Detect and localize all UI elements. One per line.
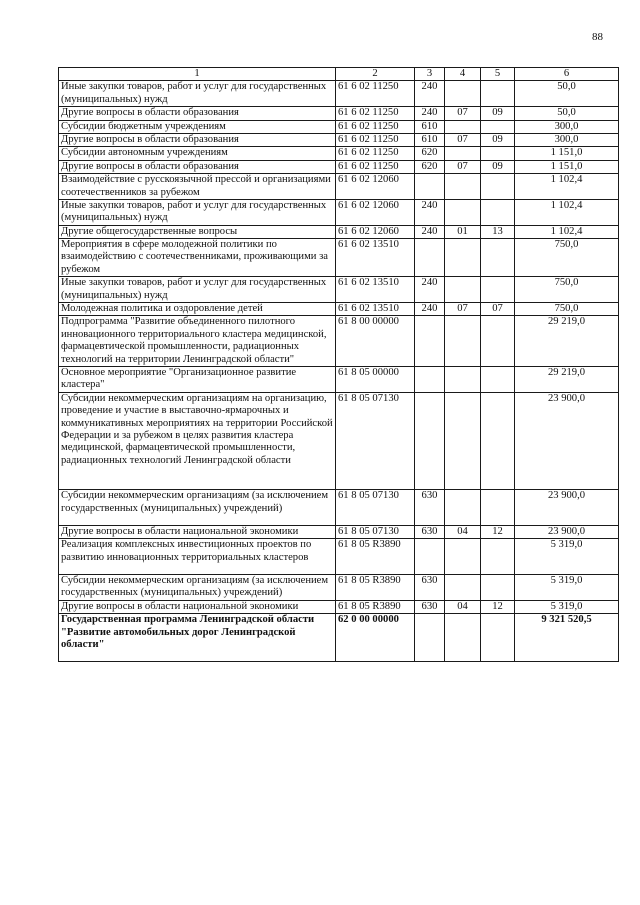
row-name-cell: Взаимодействие с русскоязычной прессой и организациями соотечественников за рубежом (59, 174, 336, 200)
row-vr-cell: 620 (415, 160, 445, 173)
row-rz-cell: 07 (445, 107, 481, 120)
row-code-cell: 61 6 02 12060 (336, 199, 415, 225)
row-pr-cell (481, 539, 515, 575)
header-cell: 1 (59, 68, 336, 81)
header-cell: 6 (515, 68, 619, 81)
header-cell: 3 (415, 68, 445, 81)
row-pr-cell (481, 277, 515, 303)
row-name-cell: Другие вопросы в области национальной экономики (59, 525, 336, 538)
table-row (59, 316, 619, 367)
row-pr-cell (481, 81, 515, 107)
row-vr-cell: 630 (415, 490, 445, 526)
row-rz-cell (445, 277, 481, 303)
row-rz-cell (445, 539, 481, 575)
row-rz-cell (445, 174, 481, 200)
row-sum-cell: 5 319,0 (515, 539, 619, 575)
row-pr-cell (481, 575, 515, 601)
row-name-cell: Субсидии некоммерческим организациям на организацию, проведение и участие в выставочно-ярмарочных и коммуникативных мероприятиях на территории Российской Федерации и за рубежом в целях развития кластера медицинской, фармацевтической промышленности, радиационных технологий Ленинградской области (59, 392, 336, 489)
table-row (59, 525, 619, 538)
table-row (59, 174, 619, 200)
row-vr-cell: 630 (415, 600, 445, 613)
row-code-cell: 61 8 05 07130 (336, 392, 415, 489)
row-sum-cell: 750,0 (515, 239, 619, 277)
budget-table (58, 67, 619, 662)
row-name-cell: Другие вопросы в области образования (59, 160, 336, 173)
row-vr-cell: 240 (415, 107, 445, 120)
row-pr-cell (481, 366, 515, 392)
row-rz-cell: 04 (445, 525, 481, 538)
row-name-cell: Другие общегосударственные вопросы (59, 225, 336, 238)
row-code-cell: 61 6 02 12060 (336, 174, 415, 200)
row-sum-cell: 29 219,0 (515, 366, 619, 392)
row-pr-cell: 09 (481, 160, 515, 173)
table-row (59, 614, 619, 662)
row-name-cell: Субсидии автономным учреждениям (59, 147, 336, 160)
row-pr-cell: 07 (481, 303, 515, 316)
header-cell: 2 (336, 68, 415, 81)
row-code-cell: 61 8 05 R3890 (336, 600, 415, 613)
row-name-cell: Подпрограмма "Развитие объединенного пилотного инновационного территориального кластера медицинской, фармацевтической промышленности, радиационных технологий на территории Ленинградской области" (59, 316, 336, 367)
row-name-cell: Иные закупки товаров, работ и услуг для государственных (муниципальных) нужд (59, 277, 336, 303)
header-cell: 4 (445, 68, 481, 81)
row-rz-cell (445, 316, 481, 367)
row-name-cell: Субсидии некоммерческим организациям (за исключением государственных (муниципальных) учреждений) (59, 575, 336, 601)
table-row (59, 600, 619, 613)
row-sum-cell: 750,0 (515, 303, 619, 316)
row-rz-cell (445, 614, 481, 662)
row-rz-cell: 07 (445, 133, 481, 146)
row-pr-cell (481, 490, 515, 526)
row-vr-cell: 240 (415, 277, 445, 303)
page-number: 88 (592, 31, 603, 43)
table-row (59, 120, 619, 133)
row-vr-cell: 240 (415, 199, 445, 225)
row-code-cell: 61 8 05 R3890 (336, 539, 415, 575)
row-code-cell: 62 0 00 00000 (336, 614, 415, 662)
row-rz-cell: 01 (445, 225, 481, 238)
row-name-cell: Другие вопросы в области образования (59, 133, 336, 146)
row-rz-cell (445, 120, 481, 133)
row-name-cell: Другие вопросы в области национальной экономики (59, 600, 336, 613)
table-row (59, 239, 619, 277)
row-name-cell: Субсидии бюджетным учреждениям (59, 120, 336, 133)
row-name-cell: Государственная программа Ленинградской области "Развитие автомобильных дорог Ленинградской области" (59, 614, 336, 662)
row-sum-cell: 300,0 (515, 120, 619, 133)
row-vr-cell (415, 392, 445, 489)
row-code-cell: 61 6 02 11250 (336, 160, 415, 173)
row-code-cell: 61 6 02 13510 (336, 303, 415, 316)
row-pr-cell (481, 614, 515, 662)
row-rz-cell: 07 (445, 160, 481, 173)
row-pr-cell (481, 174, 515, 200)
row-code-cell: 61 6 02 13510 (336, 239, 415, 277)
row-sum-cell: 23 900,0 (515, 490, 619, 526)
row-pr-cell: 13 (481, 225, 515, 238)
row-sum-cell: 29 219,0 (515, 316, 619, 367)
row-rz-cell (445, 81, 481, 107)
row-name-cell: Субсидии некоммерческим организациям (за исключением государственных (муниципальных) учреждений) (59, 490, 336, 526)
table-row (59, 107, 619, 120)
row-rz-cell: 04 (445, 600, 481, 613)
row-sum-cell: 1 151,0 (515, 147, 619, 160)
table-row (59, 575, 619, 601)
table-row (59, 539, 619, 575)
row-vr-cell (415, 316, 445, 367)
row-pr-cell (481, 239, 515, 277)
row-name-cell: Молодежная политика и оздоровление детей (59, 303, 336, 316)
row-code-cell: 61 6 02 11250 (336, 81, 415, 107)
row-name-cell: Основное мероприятие "Организационное развитие кластера" (59, 366, 336, 392)
table-row (59, 392, 619, 489)
table-row (59, 490, 619, 526)
row-code-cell: 61 8 00 00000 (336, 316, 415, 367)
row-vr-cell (415, 614, 445, 662)
row-name-cell: Мероприятия в сфере молодежной политики по взаимодействию с соотечественниками, проживающими за рубежом (59, 239, 336, 277)
row-code-cell: 61 8 05 07130 (336, 525, 415, 538)
row-sum-cell: 300,0 (515, 133, 619, 146)
row-code-cell: 61 6 02 11250 (336, 133, 415, 146)
row-name-cell: Другие вопросы в области образования (59, 107, 336, 120)
row-sum-cell: 5 319,0 (515, 600, 619, 613)
row-pr-cell: 09 (481, 133, 515, 146)
row-name-cell: Иные закупки товаров, работ и услуг для государственных (муниципальных) нужд (59, 81, 336, 107)
row-code-cell: 61 8 05 00000 (336, 366, 415, 392)
row-rz-cell: 07 (445, 303, 481, 316)
row-vr-cell: 240 (415, 81, 445, 107)
table-row (59, 277, 619, 303)
table-header-row (59, 68, 619, 81)
table-row (59, 303, 619, 316)
row-rz-cell (445, 490, 481, 526)
row-sum-cell: 23 900,0 (515, 525, 619, 538)
row-pr-cell (481, 147, 515, 160)
row-vr-cell: 620 (415, 147, 445, 160)
row-sum-cell: 9 321 520,5 (515, 614, 619, 662)
row-vr-cell: 630 (415, 525, 445, 538)
row-code-cell: 61 8 05 07130 (336, 490, 415, 526)
row-name-cell: Иные закупки товаров, работ и услуг для государственных (муниципальных) нужд (59, 199, 336, 225)
row-pr-cell: 09 (481, 107, 515, 120)
table-row (59, 81, 619, 107)
row-rz-cell (445, 239, 481, 277)
row-sum-cell: 750,0 (515, 277, 619, 303)
row-sum-cell: 1 151,0 (515, 160, 619, 173)
row-name-cell: Реализация комплексных инвестиционных проектов по развитию инновационных территориальных кластеров (59, 539, 336, 575)
row-rz-cell (445, 575, 481, 601)
row-pr-cell (481, 392, 515, 489)
row-sum-cell: 5 319,0 (515, 575, 619, 601)
row-pr-cell (481, 316, 515, 367)
row-vr-cell (415, 239, 445, 277)
row-code-cell: 61 6 02 11250 (336, 107, 415, 120)
row-vr-cell: 240 (415, 303, 445, 316)
row-sum-cell: 50,0 (515, 81, 619, 107)
row-code-cell: 61 6 02 11250 (336, 147, 415, 160)
table-row (59, 225, 619, 238)
row-sum-cell: 23 900,0 (515, 392, 619, 489)
table-row (59, 147, 619, 160)
row-sum-cell: 1 102,4 (515, 225, 619, 238)
table-row (59, 160, 619, 173)
row-code-cell: 61 8 05 R3890 (336, 575, 415, 601)
table-row (59, 133, 619, 146)
row-code-cell: 61 6 02 11250 (336, 120, 415, 133)
row-vr-cell: 630 (415, 575, 445, 601)
table-row (59, 366, 619, 392)
row-rz-cell (445, 392, 481, 489)
row-sum-cell: 1 102,4 (515, 199, 619, 225)
row-vr-cell: 240 (415, 225, 445, 238)
header-cell: 5 (481, 68, 515, 81)
table-row (59, 199, 619, 225)
row-pr-cell (481, 120, 515, 133)
row-rz-cell (445, 199, 481, 225)
row-pr-cell (481, 199, 515, 225)
row-sum-cell: 50,0 (515, 107, 619, 120)
row-pr-cell: 12 (481, 600, 515, 613)
row-rz-cell (445, 366, 481, 392)
row-rz-cell (445, 147, 481, 160)
row-vr-cell (415, 174, 445, 200)
row-code-cell: 61 6 02 12060 (336, 225, 415, 238)
row-vr-cell (415, 539, 445, 575)
row-code-cell: 61 6 02 13510 (336, 277, 415, 303)
row-vr-cell: 610 (415, 120, 445, 133)
row-pr-cell: 12 (481, 525, 515, 538)
row-vr-cell: 610 (415, 133, 445, 146)
row-vr-cell (415, 366, 445, 392)
row-sum-cell: 1 102,4 (515, 174, 619, 200)
